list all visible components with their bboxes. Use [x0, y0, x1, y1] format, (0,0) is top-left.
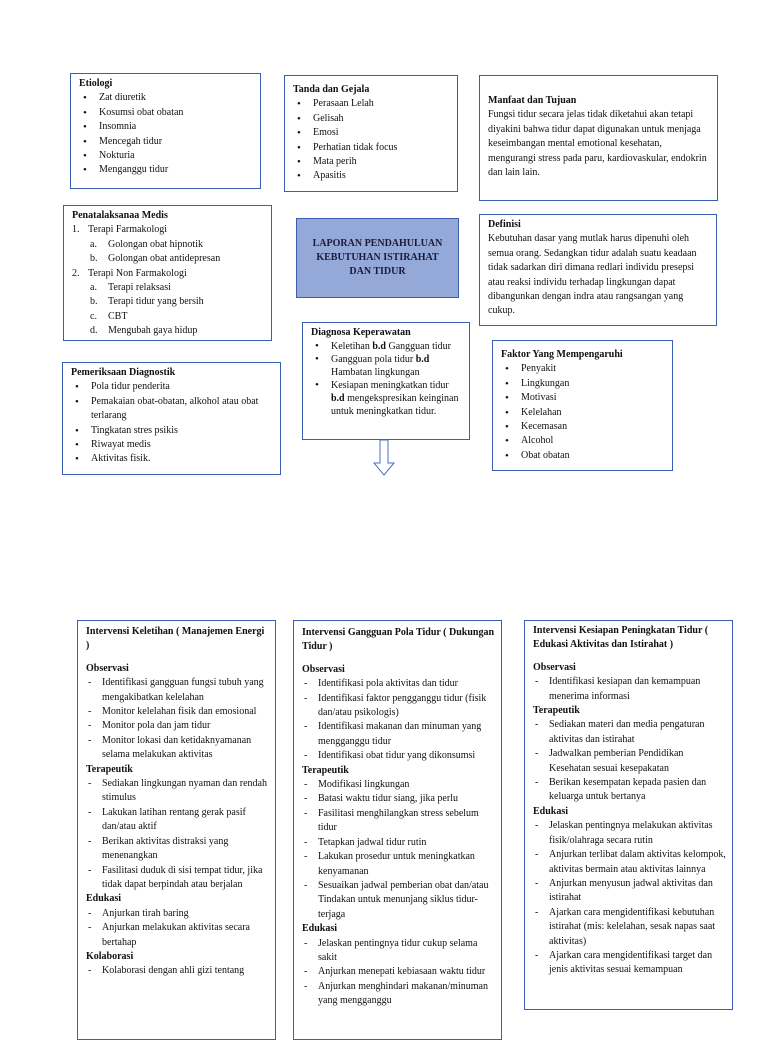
list-item: • Kecemasan [521, 420, 666, 434]
sub-item [90, 238, 265, 252]
sub-text: Golongan obat hipnotik [108, 238, 203, 250]
section-heading: Edukasi [86, 893, 122, 905]
section-item: - Fasilitasi menghilangkan stress sebelum tidur [318, 807, 495, 836]
section-heading: Terapeutik [86, 763, 133, 775]
section-item: - Identifikasi kesiapan dan kemampuan menerima informasi [549, 675, 726, 704]
etiologi-box [70, 73, 261, 189]
definisi-box [479, 214, 717, 326]
section-item: - Lakukan latihan rentang gerak pasif dan/atau aktif [102, 806, 269, 835]
intervensi-kesiapan-box [524, 620, 733, 1010]
section-item: - Monitor pola dan jam tidur [102, 719, 269, 733]
list-item: • Zat diuretik [99, 91, 254, 105]
diagnosa-bd: b.d [415, 354, 430, 366]
section-item: - Batasi waktu tidur siang, jika perlu [318, 792, 495, 806]
list-item: • Alcohol [521, 434, 666, 448]
sub-item [90, 252, 265, 266]
section-item: - Anjurkan menepati kebiasaan waktu tidur [318, 965, 495, 979]
pemeriksaan-box [62, 362, 281, 475]
diagnosa-bd: b.d [331, 393, 345, 405]
list-item: • Kosumsi obat obatan [99, 106, 254, 120]
section-item: - Ajarkan cara mengidentifikasi kebutuhan istirahat (mis: kelelahan, sesak napas saat aktivitas) [549, 906, 726, 949]
section-item: - Berikan aktivitas distraksi yang menenangkan [102, 835, 269, 864]
penatalaksanaan-title: Penatalaksanaa Medis [72, 210, 168, 221]
diagnosa-title: Diagnosa Keperawatan [311, 327, 411, 338]
section-list [86, 964, 269, 978]
list-item: • Mencegah tidur [99, 135, 254, 149]
sub-number: a. [90, 282, 97, 294]
sub-number: b. [90, 296, 98, 308]
intervensi-keletihan-box [77, 620, 276, 1040]
group-label: Terapi Non Farmakologi [88, 267, 187, 279]
section-item: - Sediakan materi dan media pengaturan aktivitas dan istirahat [549, 718, 726, 747]
section-item: - Fasilitasi duduk di sisi tempat tidur, jika tidak dapat berpindah atau berjalan [102, 864, 269, 893]
diagnosa-text: Keletihan [331, 341, 373, 353]
pemeriksaan-list [71, 380, 274, 466]
etiologi-title: Etiologi [79, 78, 113, 89]
list-item: • Penyakit [521, 362, 666, 376]
pemeriksaan-title: Pemeriksaan Diagnostik [71, 367, 176, 378]
diagnosa-item [331, 340, 463, 353]
group-number: 1. [72, 224, 80, 236]
list-item: • Insomnia [99, 120, 254, 134]
sub-item [90, 324, 265, 338]
section-item: - Anjurkan menyusun jadwal aktivitas dan istirahat [549, 877, 726, 906]
section-list [302, 677, 495, 763]
intervensi-pola-tidur-box [293, 620, 502, 1040]
section-heading: Terapeutik [533, 705, 580, 717]
group-number: 2. [72, 267, 80, 279]
list-item: • Tingkatan stres psikis [91, 424, 274, 438]
section-item: - Tetapkan jadwal tidur rutin [318, 836, 495, 850]
faktor-box [492, 340, 673, 471]
section-item: - Lakukan prosedur untuk meningkatkan kenyamanan [318, 850, 495, 879]
intervensi-keletihan-title: Intervensi Keletihan ( Manajemen Energi ) [86, 626, 265, 652]
sub-text: Golongan obat antidepresan [108, 253, 221, 265]
spacer [533, 653, 726, 661]
list-item: • Aktivitas fisik. [91, 452, 274, 466]
penatalaksanaan-box [63, 205, 272, 341]
sub-item [90, 295, 265, 309]
section-heading: Terapeutik [302, 764, 349, 776]
section-item: - Kolaborasi dengan ahli gizi tentang [102, 964, 269, 978]
section-item: - Berikan kesempatan kepada pasien dan keluarga untuk bertanya [549, 776, 726, 805]
sub-text: CBT [108, 310, 128, 322]
section-heading: Observasi [86, 662, 129, 674]
section-heading: Edukasi [533, 805, 569, 817]
sublist [88, 281, 265, 339]
group-non-farmakologi [72, 267, 265, 339]
diagnosa-item [331, 379, 463, 418]
list-item: • Perasaan Lelah [313, 97, 451, 111]
faktor-title: Faktor Yang Mempengaruhi [501, 349, 623, 360]
sub-item [90, 310, 265, 324]
center-title-box [296, 218, 459, 298]
sub-item [90, 281, 265, 295]
list-item: • Apasitis [313, 169, 451, 183]
etiologi-list [79, 91, 254, 177]
section-item: - Monitor kelelahan fisik dan emosional [102, 705, 269, 719]
section-item: - Anjurkan melakukan aktivitas secara bertahap [102, 921, 269, 950]
group-farmakologi [72, 223, 265, 266]
list-item: • Menganggu tidur [99, 163, 254, 177]
section-item: - Anjurkan menghindari makanan/minuman yang mengganggu [318, 980, 495, 1009]
section-heading: Kolaborasi [86, 950, 134, 962]
section-item: - Identifikasi makanan dan minuman yang mengganggu tidur [318, 720, 495, 749]
down-arrow-icon [372, 439, 396, 477]
spacer [302, 655, 495, 663]
tanda-gejala-list [293, 97, 451, 183]
definisi-title: Definisi [488, 219, 521, 230]
sub-text: Terapi tidur yang bersih [108, 296, 204, 308]
diagnosa-text: Gangguan tidur [386, 341, 451, 353]
sub-number: c. [90, 310, 97, 322]
section-heading: Observasi [533, 661, 576, 673]
list-item: • Kelelahan [521, 406, 666, 420]
section-list [86, 676, 269, 762]
penatalaksanaan-list [72, 223, 265, 338]
section-item: - Sesuaikan jadwal pemberian obat dan/atau Tindakan untuk menunjang siklus tidur-terjaga [318, 879, 495, 922]
list-item: • Motivasi [521, 391, 666, 405]
diagnosa-bd: b.d [372, 341, 386, 353]
diagnosa-text: Gangguan pola tidur [331, 354, 416, 366]
tanda-gejala-box [284, 75, 458, 192]
section-item: - Jelaskan pentingnya tidur cukup selama sakit [318, 937, 495, 966]
section-item: - Identifikasi obat tidur yang dikonsumsi [318, 749, 495, 763]
diagnosa-text: mengekspresikan keinginan untuk meningkatkan tidur. [331, 393, 459, 418]
manfaat-text: Fungsi tidur secara jelas tidak diketahui akan tetapi diyakini bahwa tidur dapat digunakan untuk menjaga keseimbangan mental emotional kesehatan, mengurangi stress pada paru, kardiovaskular, endokrin dan lain lain. [488, 109, 707, 179]
section-item: - Modifikasi lingkungan [318, 778, 495, 792]
section-item: - Jelaskan pentingnya melakukan aktivitas fisik/olahraga secara rutin [549, 819, 726, 848]
section-heading: Edukasi [302, 923, 338, 935]
center-title: LAPORAN PENDAHULUAN KEBUTUHAN ISTIRAHAT DAN TIDUR [312, 238, 443, 277]
sub-text: Terapi relaksasi [108, 282, 171, 294]
section-item: - Anjurkan terlibat dalam aktivitas kelompok, aktivitas bermain atau aktivitas lainnya [549, 848, 726, 877]
list-item: • Pemakaian obat-obatan, alkohol atau obat terlarang [91, 395, 274, 424]
intervensi-keletihan-sections [86, 662, 269, 979]
section-item: - Jadwalkan pemberian Pendidikan Kesehatan sesuai kesepakatan [549, 747, 726, 776]
definisi-text: Kebutuhan dasar yang mutlak harus dipenuhi oleh semua orang. Sedangkan tidur adalah suatu keadaan tidak sadarkan diri dimana redlari individu presepsi atau reaksi individu terhadap lingkungan dapat dibangunkan dengan indra atau rangsangan yang cukup. [488, 233, 697, 317]
sub-number: b. [90, 253, 98, 265]
diagnosa-text: Kesiapan meningkatkan tidur [331, 380, 449, 392]
section-item: - Monitor lokasi dan ketidaknyamanan selama melakukan aktivitas [102, 734, 269, 763]
section-list [533, 718, 726, 804]
list-item: • Lingkungan [521, 377, 666, 391]
list-item: • Mata perih [313, 155, 451, 169]
list-item: • Perhatian tidak focus [313, 141, 451, 155]
sub-number: d. [90, 325, 98, 337]
group-label: Terapi Farmakologi [88, 224, 167, 236]
section-list [86, 907, 269, 950]
list-item: • Nokturia [99, 149, 254, 163]
section-item: - Identifikasi faktor pengganggu tidur (fisik dan/atau psikologis) [318, 692, 495, 721]
tanda-gejala-title: Tanda dan Gejala [293, 84, 370, 95]
list-item: • Gelisah [313, 112, 451, 126]
list-item: • Emosi [313, 126, 451, 140]
section-list [302, 778, 495, 922]
intervensi-pola-tidur-sections [302, 663, 495, 1009]
diagnosa-item [331, 353, 463, 379]
list-item: • Pola tidur penderita [91, 380, 274, 394]
sub-text: Mengubah gaya hidup [108, 325, 198, 337]
spacer [86, 654, 269, 662]
diagnosa-box [302, 322, 470, 440]
list-item: • Obat obatan [521, 449, 666, 463]
section-item: - Sediakan lingkungan nyaman dan rendah stimulus [102, 777, 269, 806]
diagnosa-text: Hambatan lingkungan [331, 367, 420, 379]
sublist [88, 238, 265, 267]
manfaat-box [479, 75, 718, 201]
section-list [302, 937, 495, 1009]
manfaat-title: Manfaat dan Tujuan [488, 95, 577, 106]
section-list [533, 675, 726, 704]
intervensi-kesiapan-sections [533, 661, 726, 978]
diagnosa-list [311, 340, 463, 418]
section-heading: Observasi [302, 663, 345, 675]
section-list [533, 819, 726, 977]
section-item: - Identifikasi pola aktivitas dan tidur [318, 677, 495, 691]
section-item: - Ajarkan cara mengidentifikasi target dan jenis aktivitas sesuai kemampuan [549, 949, 726, 978]
list-item: • Riwayat medis [91, 438, 274, 452]
sub-number: a. [90, 238, 97, 250]
intervensi-kesiapan-title: Intervensi Kesiapan Peningkatan Tidur ( Edukasi Aktivitas dan Istirahat ) [533, 625, 709, 651]
section-item: - Anjurkan tirah baring [102, 907, 269, 921]
section-list [86, 777, 269, 892]
faktor-list [501, 362, 666, 463]
section-item: - Identifikasi gangguan fungsi tubuh yang mengakibatkan kelelahan [102, 676, 269, 705]
intervensi-pola-tidur-title: Intervensi Gangguan Pola Tidur ( Dukungan Tidur ) [302, 627, 495, 653]
